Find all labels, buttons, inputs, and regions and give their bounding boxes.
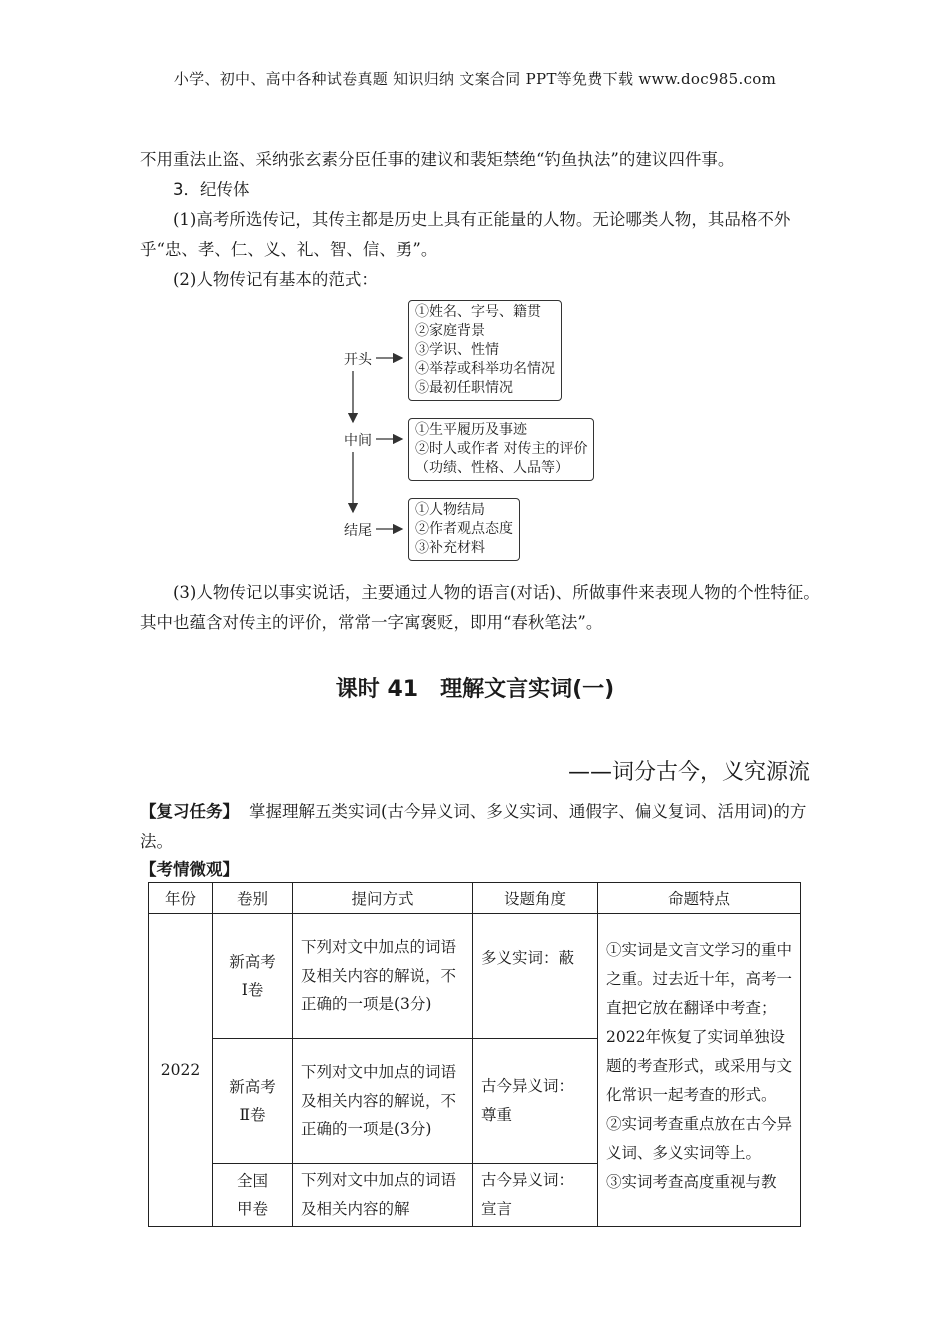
start-item: ⑤最初任职情况 bbox=[415, 380, 513, 396]
end-item: ③补充材料 bbox=[415, 540, 485, 556]
table-row bbox=[149, 914, 801, 1039]
middle-item: ②时人或作者 对传主的评价 bbox=[415, 441, 588, 457]
review-text: 掌握理解五类实词(古今异义词、多义实词、通假字、偏义复词、活用词)的方法。 bbox=[140, 802, 807, 851]
header-paper: 卷别 bbox=[213, 883, 293, 914]
box-start bbox=[408, 300, 562, 401]
intro-line: 不用重法止盗、采纳张玄素分臣任事的建议和裴矩禁绝“钓鱼执法”的建议四件事。 bbox=[140, 150, 735, 169]
paper-cell: 全国 甲卷 bbox=[213, 1163, 293, 1226]
lesson-title: 课时 41 理解文言实词(一) bbox=[335, 677, 615, 702]
section-heading: 3．纪传体 bbox=[173, 180, 250, 199]
end-item: ①人物结局 bbox=[415, 502, 485, 518]
year-cell: 2022 bbox=[149, 914, 213, 1227]
review-task bbox=[140, 797, 820, 857]
paragraph-2: (2)人物传记有基本的范式： bbox=[173, 270, 378, 289]
end-item: ②作者观点态度 bbox=[415, 521, 513, 537]
features-cell: ①实词是文言文学习的重中之重。过去近十年，高考一直把它放在翻译中考查；2022年恢复了实词单独设题的考查形式，或采用与文化常识一起考查的形式。 ②实词考查重点放在古今异义词、多义实词等上。 ③实词考查高度重视与教 bbox=[598, 914, 801, 1227]
start-item: ③学识、性情 bbox=[415, 342, 499, 358]
angle-cell: 多义实词：蔽 bbox=[473, 914, 598, 1039]
angle-cell: 古今异义词：尊重 bbox=[473, 1038, 598, 1163]
start-item: ④举荐或科举功名情况 bbox=[415, 361, 555, 377]
exam-overview-table bbox=[148, 882, 801, 1227]
label-middle: 中间 bbox=[344, 433, 372, 449]
lesson-subtitle: ——词分古今，义究源流 bbox=[567, 760, 810, 785]
middle-item: （功绩、性格、人品等） bbox=[415, 460, 569, 476]
question-cell: 下列对文中加点的词语及相关内容的解说，不正确的一项是(3分) bbox=[293, 1038, 473, 1163]
start-item: ①姓名、字号、籍贯 bbox=[415, 304, 541, 320]
angle-cell: 古今异义词：宣言 bbox=[473, 1163, 598, 1226]
paper-cell: 新高考 Ⅱ卷 bbox=[213, 1038, 293, 1163]
header-features: 命题特点 bbox=[598, 883, 801, 914]
review-label: 【复习任务】 bbox=[140, 802, 239, 821]
header-question: 提问方式 bbox=[293, 883, 473, 914]
box-end bbox=[408, 498, 520, 561]
start-item: ②家庭背景 bbox=[415, 323, 485, 339]
box-middle bbox=[408, 418, 594, 481]
header-angle: 设题角度 bbox=[473, 883, 598, 914]
label-end: 结尾 bbox=[344, 523, 372, 539]
label-start: 开头 bbox=[344, 352, 372, 368]
question-cell: 下列对文中加点的词语及相关内容的解 bbox=[293, 1163, 473, 1226]
page-header: 小学、初中、高中各种试卷真题 知识归纳 文案合同 PPT等免费下载 www.doc985.com bbox=[173, 70, 777, 88]
paragraph-3: (3)人物传记以事实说话，主要通过人物的语言(对话)、所做事件来表现人物的个性特征。其中也蕴含对传主的评价，常常一字寓褒贬，即用“春秋笔法”。 bbox=[140, 583, 820, 632]
table-header-row bbox=[149, 883, 801, 914]
question-cell: 下列对文中加点的词语及相关内容的解说，不正确的一项是(3分) bbox=[293, 914, 473, 1039]
exam-label: 【考情微观】 bbox=[140, 860, 239, 879]
biography-structure-diagram bbox=[330, 296, 630, 576]
paper-cell: 新高考 Ⅰ卷 bbox=[213, 914, 293, 1039]
header-year: 年份 bbox=[149, 883, 213, 914]
middle-item: ①生平履历及事迹 bbox=[415, 422, 527, 438]
paragraph-1: (1)高考所选传记，其传主都是历史上具有正能量的人物。无论哪类人物，其品格不外乎“忠、孝、仁、义、礼、智、信、勇”。 bbox=[140, 210, 791, 259]
